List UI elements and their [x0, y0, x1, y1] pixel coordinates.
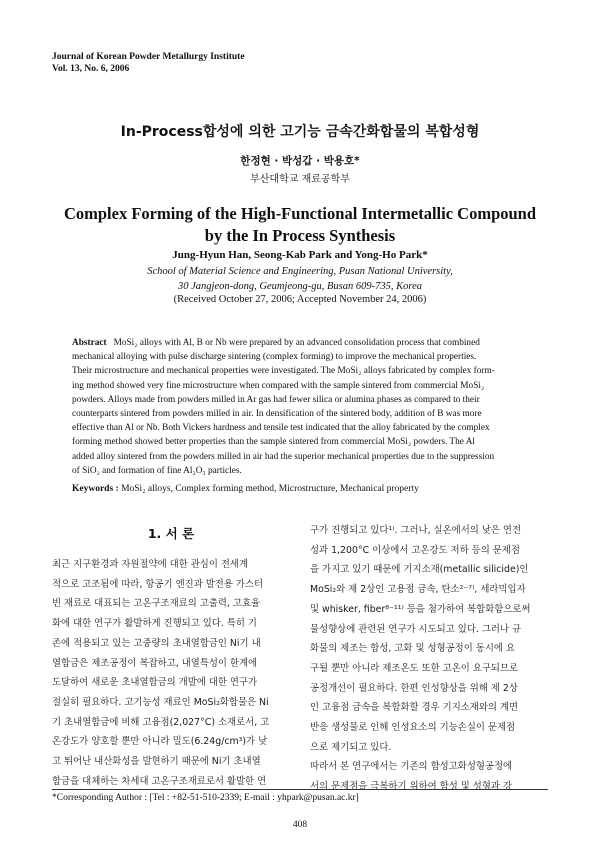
- right-column-text: [310, 521, 548, 797]
- english-authors: Jung-Hyun Han, Seong-Kab Park and Yong-Ho Park*: [172, 249, 428, 261]
- korean-authors: 한정현 · 박성갑 · 박용호*: [240, 155, 360, 167]
- abstract-line: ing method showed very fine microstructure when compared with the sample sintered from commercial MoSi₂: [72, 380, 485, 391]
- english-title-line-1: Complex Forming of the High-Functional Intermetallic Compound: [63, 204, 537, 223]
- body-text-line: 및 whisker, fiber⁸⁻¹¹⁾ 등을 첨가하여 복합화함으로써: [310, 603, 531, 615]
- body-text-line: 절실히 필요하다. 고기능성 재료인 MoSi₂화합물은 Ni: [52, 696, 269, 708]
- body-text-line: 화에 대한 연구가 활발하게 진행되고 있다. 특히 기: [52, 618, 257, 630]
- affiliation-line-2: 30 Jangjeon-dong, Geumjeong-gu, Busan 609-735, Korea: [178, 281, 422, 292]
- abstract-line-text: MoSi₂ alloys with Al, B or Nb were prepared by an advanced consolidation process that combined: [113, 338, 480, 348]
- body-text-line: 물성향상에 관련된 연구가 시도되고 있다. 그러나 규: [310, 623, 522, 635]
- body-text-line: 반응 생성물로 인해 인성요소의 기능손실이 문제점: [310, 722, 516, 734]
- body-text-line: 구될 뿐만 아니라 제조온도 또한 고온이 요구되므로: [310, 662, 519, 674]
- body-text-line: MoSi₂와 제 2상인 고용점 금속, 탄소²⁻⁷⁾, 세라믹입자: [310, 584, 526, 596]
- body-text-line: 고 뛰어난 내산화성을 발현하기 때문에 Ni기 초내열: [52, 756, 261, 768]
- abstract-line: effective than Al or Nb. Both Vickers hardness and tensile test indicated that the alloy fabricated by the complex: [72, 423, 490, 434]
- journal-name: Journal of Korean Powder Metallurgy Institute: [52, 52, 245, 62]
- body-text-line: 인 고융점 금속을 복합화할 경우 기지소재와의 계면: [310, 702, 519, 714]
- keywords: [72, 484, 532, 494]
- abstract-line: Their microstructure and mechanical properties were investigated. The MoSi₂ alloys fabricated by complex form-: [72, 366, 495, 377]
- body-text-line: 화물의 제조는 합성, 고화 및 성형공정이 동시에 요: [310, 643, 515, 655]
- english-title: [0, 203, 600, 247]
- body-text-line: 기 초내열합금에 비해 고융점(2,027°C) 소재로서, 고: [52, 716, 270, 728]
- body-text-line: 열합금은 제조공정이 복잡하고, 내열특성이 한계에: [52, 657, 258, 669]
- abstract-line: powders. Alloys made from powders milled in Ar gas had fewer silica or alumina phases as compared to their: [72, 394, 480, 405]
- body-text-line: 으로 제기되고 있다.: [310, 741, 392, 753]
- body-text-line: 구가 진행되고 있다¹⁾. 그러나, 실온에서의 낮은 연전: [310, 525, 522, 536]
- body-text-line: 성과 1,200°C 이상에서 고온강도 저하 등의 문제점: [310, 544, 520, 556]
- left-column-text: [52, 555, 290, 791]
- body-text-line: 을 가지고 있기 때문에 기지소재(metallic silicide)인: [310, 564, 529, 576]
- abstract: [72, 336, 530, 478]
- korean-title: In-Process합성에 의한 고기능 금속간화합물의 복합성형: [120, 124, 480, 140]
- journal-header: [52, 51, 245, 75]
- abstract-line: added alloy sintered from the powders milled in air had the superior mechanical properties due to the suppression: [72, 451, 495, 462]
- abstract-line: of SiO₂ and formation of fine Al₂O₃ particles.: [72, 465, 242, 476]
- abstract-line: counterparts sintered from powders milled in air. In densification of the sintered body, addition of B was more: [72, 409, 482, 420]
- corresponding-author-footnote: *Corresponding Author : [Tel : +82-51-510-2339; E-mail : yhpark@pusan.ac.kr]: [52, 793, 359, 803]
- body-text-line: 따라서 본 연구에서는 기존의 합성고화성형공정에: [310, 761, 513, 773]
- body-text-line: 공정개선이 필요하다. 한편 인성향상을 위해 제 2상: [310, 682, 518, 694]
- english-title-line-2: by the In Process Synthesis: [204, 226, 396, 245]
- body-text-line: 합금을 대체하는 차세대 고온구조재료로서 활발한 연: [52, 775, 267, 787]
- abstract-label: Abstract: [72, 338, 107, 348]
- body-text-line: 도달하여 새로운 초내열합금의 개발에 대한 연구가: [52, 677, 258, 689]
- footnote-divider: [52, 789, 548, 790]
- body-text-line: 적으로 고조됨에 따라, 항공기 엔진과 발전용 가스터: [52, 578, 264, 590]
- abstract-line: forming method showed better properties than the sample sintered from commercial MoSi₂ powders. The Al: [72, 437, 475, 448]
- affiliation-line-1: School of Material Science and Engineering, Pusan National University,: [147, 266, 453, 277]
- abstract-line: [72, 336, 530, 350]
- body-text-line: 서의 문제점을 극복하기 위하여 합성 및 성형과 강: [310, 781, 512, 793]
- keywords-label: Keywords :: [72, 484, 119, 494]
- keywords-text: MoSi₂ alloys, Complex forming method, Microstructure, Mechanical property: [121, 484, 419, 494]
- received-dates: (Received October 27, 2006; Accepted November 24, 2006): [173, 294, 427, 305]
- body-text-line: 최근 지구환경과 자원절약에 대한 관심이 전세계: [52, 559, 249, 570]
- body-text-line: 존에 적용되고 있는 고중량의 초내열합금인 Ni기 내: [52, 637, 261, 649]
- body-text-line: 빈 재료로 대표되는 고온구조재료의 고출력, 고효율: [52, 598, 261, 610]
- korean-affiliation: 부산대학교 재료공학부: [250, 174, 350, 185]
- journal-volume: Vol. 13, No. 6, 2006: [52, 64, 130, 74]
- english-affiliation: [0, 264, 600, 294]
- page-number: 408: [292, 820, 308, 830]
- section-heading-introduction: 1. 서 론: [147, 526, 195, 541]
- abstract-line: mechanical alloying with pulse discharge sintering (complex forming) to improve the mechanical properties.: [72, 352, 477, 363]
- body-text-line: 온강도가 양호할 뿐만 아니라 밀도(6.24g/cm³)가 낮: [52, 736, 268, 748]
